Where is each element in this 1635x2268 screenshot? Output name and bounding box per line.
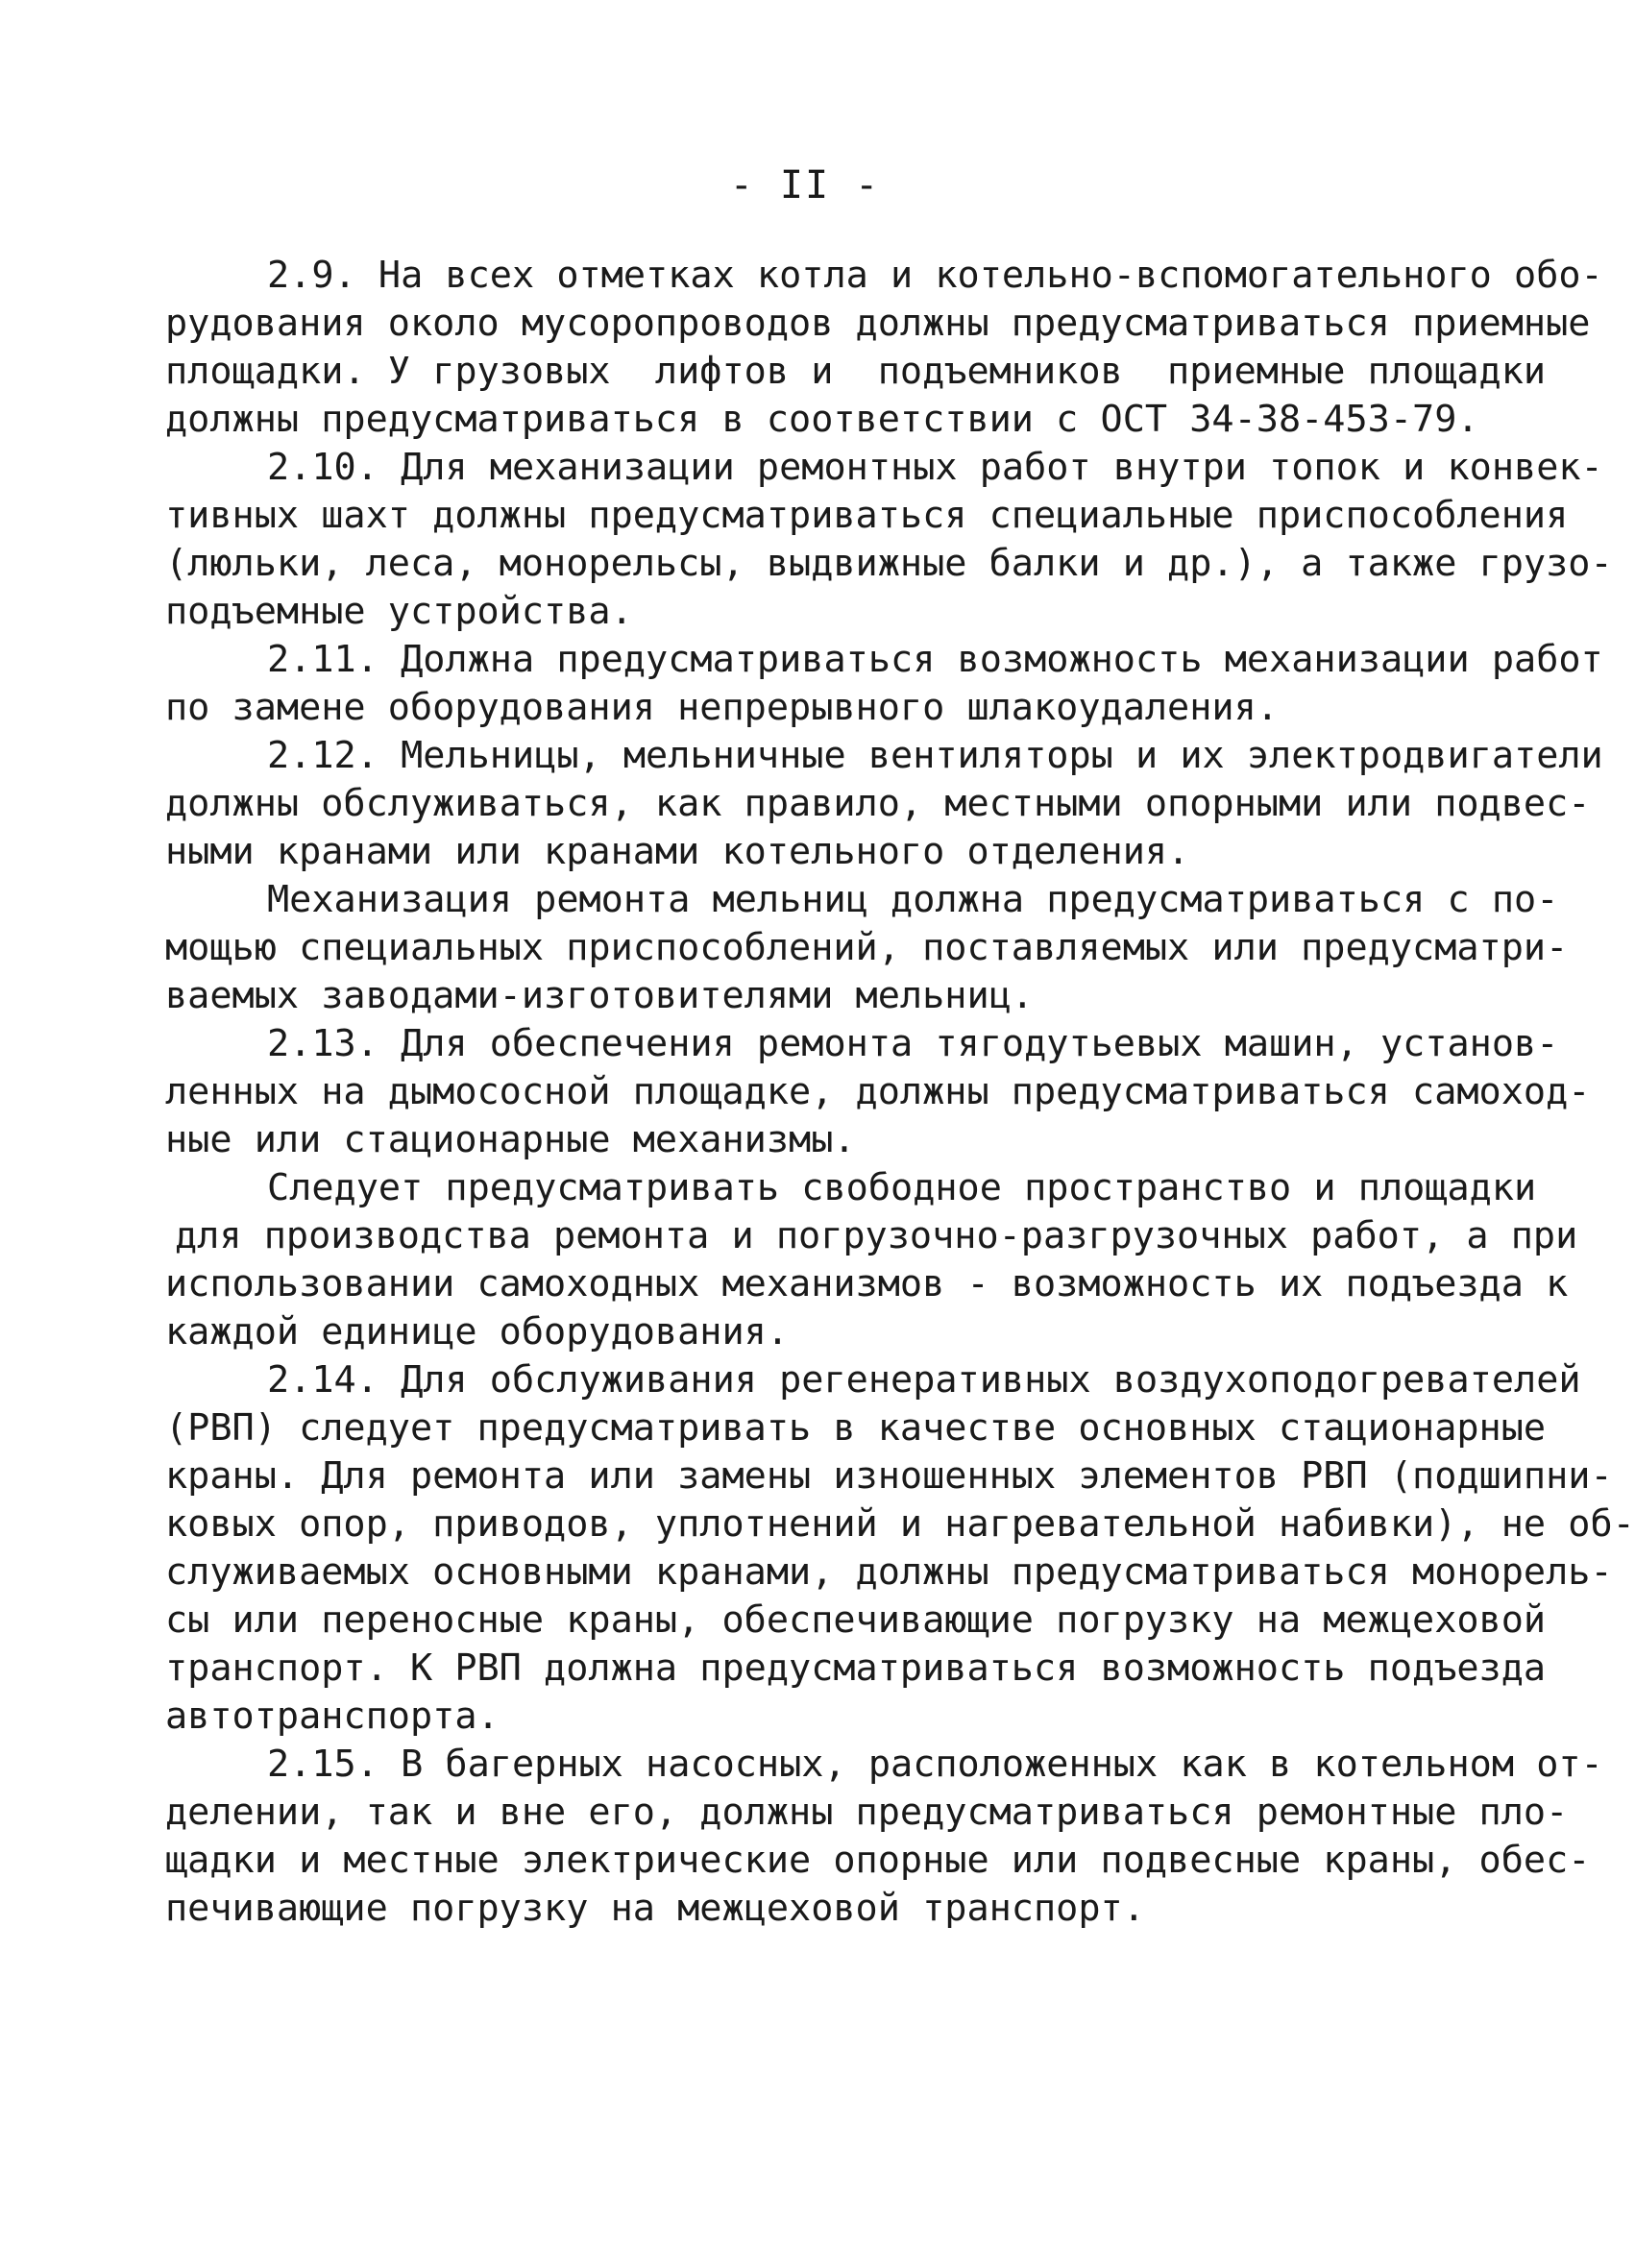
text-line: 2.9. На всех отметках котла и котельно-вспомогательного обо- — [267, 254, 1603, 297]
text-line: 2.10. Для механизации ремонтных работ внутри топок и конвек- — [267, 446, 1603, 489]
text-line: должны предусматриваться в соответствии с ОСТ 34-38-453-79. — [165, 398, 1479, 441]
text-line: транспорт. К РВП должна предусматриваться возможность подъезда — [165, 1646, 1547, 1690]
text-line: площадки. У грузовых лифтов и подъемников приемные площадки — [165, 350, 1547, 393]
text-line: 2.13. Для обеспечения ремонта тягодутьевых машин, установ- — [267, 1022, 1559, 1065]
text-line: служиваемых основными кранами, должны предусматриваться монорель- — [165, 1550, 1613, 1594]
text-line: ными кранами или кранами котельного отделения. — [165, 830, 1190, 873]
text-line: по замене оборудования непрерывного шлакоудаления. — [165, 686, 1279, 729]
text-line: тивных шахт должны предусматриваться специальные приспособления — [165, 494, 1569, 537]
text-line: мощью специальных приспособлений, поставляемых или предусматри- — [165, 926, 1569, 969]
text-line: ковых опор, приводов, уплотнений и нагревательной набивки), не об- — [165, 1502, 1635, 1546]
page-number: - II - — [729, 163, 881, 207]
text-line: (люльки, леса, монорельсы, выдвижные балки и др.), а также грузо- — [165, 542, 1613, 585]
text-line: автотранспорта. — [165, 1695, 500, 1738]
text-line: ленных на дымососной площадке, должны предусматриваться самоход- — [165, 1070, 1591, 1113]
text-line: 2.15. В багерных насосных, расположенных как в котельном от- — [267, 1743, 1603, 1786]
text-line: 2.14. Для обслуживания регенеративных воздухоподогревателей — [267, 1358, 1581, 1402]
text-line: ные или стационарные механизмы. — [165, 1118, 856, 1161]
text-line: (РВП) следует предусматривать в качестве основных стационарные — [165, 1406, 1547, 1450]
text-line: щадки и местные электрические опорные или подвесные краны, обес- — [165, 1839, 1591, 1882]
text-line: краны. Для ремонта или замены изношенных элементов РВП (подшипни- — [165, 1454, 1613, 1498]
text-line: каждой единице оборудования. — [165, 1310, 790, 1353]
text-line: подъемные устройства. — [165, 590, 633, 633]
text-line: сы или переносные краны, обеспечивающие погрузку на межцеховой — [165, 1598, 1547, 1642]
text-line: использовании самоходных механизмов - возможность их подъезда к — [165, 1262, 1569, 1305]
text-line: печивающие погрузку на межцеховой транспорт. — [165, 1887, 1145, 1930]
text-line: должны обслуживаться, как правило, местными опорными или подвес- — [165, 782, 1591, 825]
text-line: Следует предусматривать свободное пространство и площадки — [267, 1166, 1537, 1209]
text-line: для производства ремонта и погрузочно-разгрузочных работ, а при — [175, 1214, 1578, 1257]
text-line: Механизация ремонта мельниц должна предусматриваться с по- — [267, 878, 1559, 921]
text-line: 2.11. Должна предусматриваться возможность механизации работ — [267, 638, 1603, 681]
text-line: делении, так и вне его, должны предусматриваться ремонтные пло- — [165, 1791, 1569, 1834]
text-line: рудования около мусоропроводов должны предусматриваться приемные — [165, 302, 1591, 345]
text-line: ваемых заводами-изготовителями мельниц. — [165, 974, 1034, 1017]
text-line: 2.12. Мельницы, мельничные вентиляторы и их электродвигатели — [267, 734, 1603, 777]
body-text — [165, 252, 1635, 1933]
